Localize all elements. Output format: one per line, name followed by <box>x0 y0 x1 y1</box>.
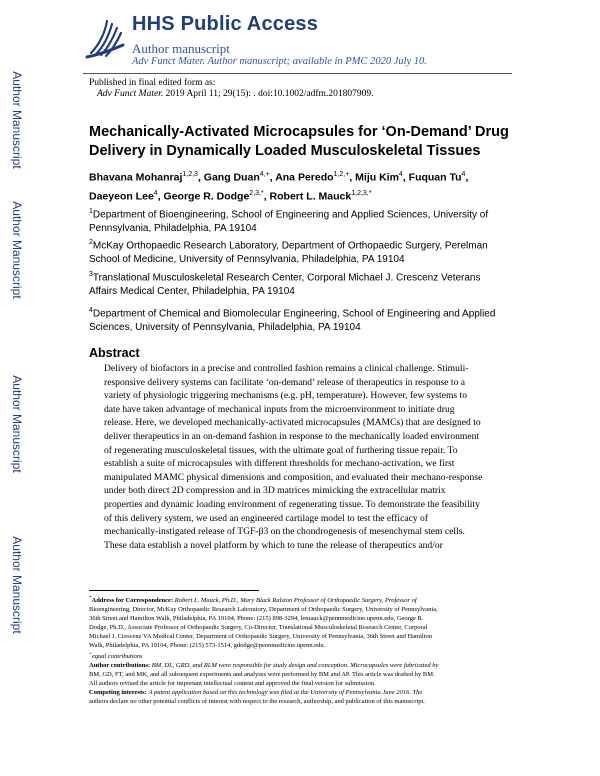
side-label-author-manuscript: Author Manuscript <box>10 536 24 634</box>
header-divider <box>83 73 512 74</box>
hhs-public-access-title: HHS Public Access <box>132 13 319 35</box>
author-manuscript-label: Author manuscript <box>132 41 230 56</box>
abstract-line: variety of physiologic triggering mechanisms (e.g. pH, temperature). However, few systems to <box>104 390 468 402</box>
affiliation: $^1$Department of Bioengineering, School of Engineering and Applied Sciences, University of Pennsylvania, Philadelphia, PA 19104 <box>89 208 489 235</box>
footnote-competing: Competing interests: A patent application based on this technology was filed at the University of Pennsylvania June 2016. The <box>89 689 423 697</box>
author-name: Gang Duan <box>203 171 260 184</box>
footnote-line: Bioengineering, Director, McKay Orthopaedic Research Laboratory, Department of Orthopaedic Surgery, University of Pennsylvania, <box>89 606 438 614</box>
footnote-line: 36th Street and Hamilton Walk, Philadelphia, PA 19104, Phone: (215) 898-3294, lemauck@pennmedicine.upenn.edu, George R. <box>89 615 424 623</box>
author-name: Fuquan Tu <box>408 171 462 184</box>
side-label-author-manuscript: Author Manuscript <box>10 201 24 299</box>
hhs-eagle-icon <box>83 15 127 61</box>
author-affiliation-sup: 2,3,* <box>249 189 264 197</box>
side-label-author-manuscript: Author Manuscript <box>10 375 24 473</box>
footnote-contributions: Author contributions: BM, DL, GRD, and RLM were responsible for study design and conception. Microcapsules were fabricated by <box>89 662 439 670</box>
footnote-divider <box>89 590 259 591</box>
affiliation: $^3$Translational Musculoskeletal Research Center, Corporal Michael J. Crescenz Veterans Affairs Medical Center, Philadelphia, PA 19104 <box>89 271 481 298</box>
author-affiliation-sup: 4 <box>398 171 403 178</box>
affiliation: $^4$Department of Chemical and Biomolecular Engineering, School of Engineering and Applied Sciences, University of Pennsylvania, Philadelphia, PA 19104 <box>89 307 496 334</box>
author-affiliation-sup: 1,2,+ <box>333 171 350 178</box>
abstract-line: Delivery of biofactors in a precise and controlled fashion remains a clinical challenge. Stimuli- <box>104 363 469 374</box>
footnote-correspondence: *Address for Correspondence: Robert L. Mauck, Ph.D., Mary Black Ralston Professor of Orthopaedic Surgery, Professor of <box>89 596 417 605</box>
footnotes <box>89 594 514 706</box>
citation-line: Adv Funct Mater. 2019 April 11; 29(15): . doi:10.1002/adfm.201807909. <box>97 89 374 99</box>
abstract-line: These data establish a novel platform by which to tune the release of therapeutics and/or <box>104 539 443 551</box>
abstract-line: release. Here, we developed mechanically-activated microcapsules (MAMCs) that are designed to <box>104 417 481 429</box>
author-list: Bhavana Mohanraj$^{1,2,3}$, Gang Duan$^{4,+}$, Ana Peredo$^{1,2,+}$, Miju Kim$^4$, Fuquan Tu$^4$, Daeyeon Lee$^4$, George R. Dodge$^{2,3,*}$, Robert L. Mauck$^{1,2,3,*}$ <box>89 171 469 202</box>
footnote-line: BM, GD, FT, and MK, and all subsequent experiments and analyses were performed by BM and AP. This article was drafted by BM. <box>89 671 435 679</box>
author-affiliation-sup: 4 <box>461 171 466 178</box>
journal-availability-line: Adv Funct Mater. Author manuscript; available in PMC 2020 July 10. <box>132 56 427 67</box>
author-affiliation-sup: 1,2,3 <box>182 171 198 178</box>
author-name: Ana Peredo <box>275 171 334 184</box>
abstract-line: manipulated MAMC physical dimensions and composition, and evaluated their mechano-response <box>104 471 483 483</box>
abstract-line: properties and dynamic loading environment of regenerating tissue. To demonstrate the feasibility <box>104 498 480 510</box>
abstract-line: of this delivery system, we used an engineered cartilage model to test the efficacy of <box>104 512 429 524</box>
side-label-author-manuscript: Author Manuscript <box>10 71 24 169</box>
abstract-body <box>104 362 512 552</box>
abstract-line: under both direct 2D compression and in 3D matrices mimicking the extracellular matrix <box>104 485 446 497</box>
affiliation: $^2$McKay Orthopaedic Research Laboratory, Department of Orthopaedic Surgery, Perelman School of Medicine, University of Pennsylvania, Philadelphia, PA 19104 <box>89 239 488 266</box>
author-affiliation-sup: 4 <box>153 189 158 197</box>
author-name: Robert L. Mauck <box>269 190 352 202</box>
author-name: Bhavana Mohanraj <box>89 171 183 184</box>
abstract-line: establish a suite of microcapsules with different thresholds for mechano-activation, we first <box>104 458 455 470</box>
published-label: Published in final edited form as: <box>89 78 216 88</box>
abstract-line: deliver therapeutics in an on-demand fashion in response to the mechanically loaded environment <box>104 430 480 442</box>
abstract-line: date have taken advantage of mechanical inputs from the microenvironment to initiate drug <box>104 403 455 415</box>
abstract-line: responsive delivery systems can facilitate ‘on-demand’ release of therapeutics in response to a <box>104 376 466 388</box>
abstract-line: mechanically-instigated release of TGF-β3 on the chondrogenesis of mesenchymal stem cells. <box>104 526 465 538</box>
abstract-heading: Abstract <box>89 346 140 360</box>
footnote-line: Dodge, Ph.D., Associate Professor of Orthopaedic Surgery, Co-Director, Translational Musculoskeletal Research Center, Corporal <box>89 624 428 632</box>
footnote-equal: +equal contributions <box>89 652 143 661</box>
author-affiliation-sup: 1,2,3,* <box>351 189 372 197</box>
footnote-line: Walk, Philadelphia, PA 19104, Phone: (215) 573-1514, gdodge@pennmedicine.upenn.edu. <box>89 642 326 650</box>
abstract-line: of regenerating musculoskeletal tissues, with the ultimate goal of furthering tissue repair. To <box>104 444 458 456</box>
author-name: George R. Dodge <box>163 190 250 202</box>
author-name: Daeyeon Lee <box>89 190 154 202</box>
footnote-line: Michael J. Crescenz VA Medical Center, Department of Orthopaedic Surgery, University of Pennsylvania, 36th Street and Hamilton <box>89 633 433 641</box>
article-title: Mechanically-Activated Microcapsules for ‘On-Demand’ Drug Delivery in Dynamically Loaded Musculoskeletal Tissues <box>89 124 509 159</box>
footnote-line: All authors revised the article for important intellectual content and approved the final version for submission. <box>89 680 376 688</box>
author-affiliation-sup: 4,+ <box>259 171 270 178</box>
footnote-line: authors declare no other potential conflicts of interest with respect to the research, authorship, and publication of this manuscript. <box>89 698 425 706</box>
author-name: Miju Kim <box>355 171 399 184</box>
